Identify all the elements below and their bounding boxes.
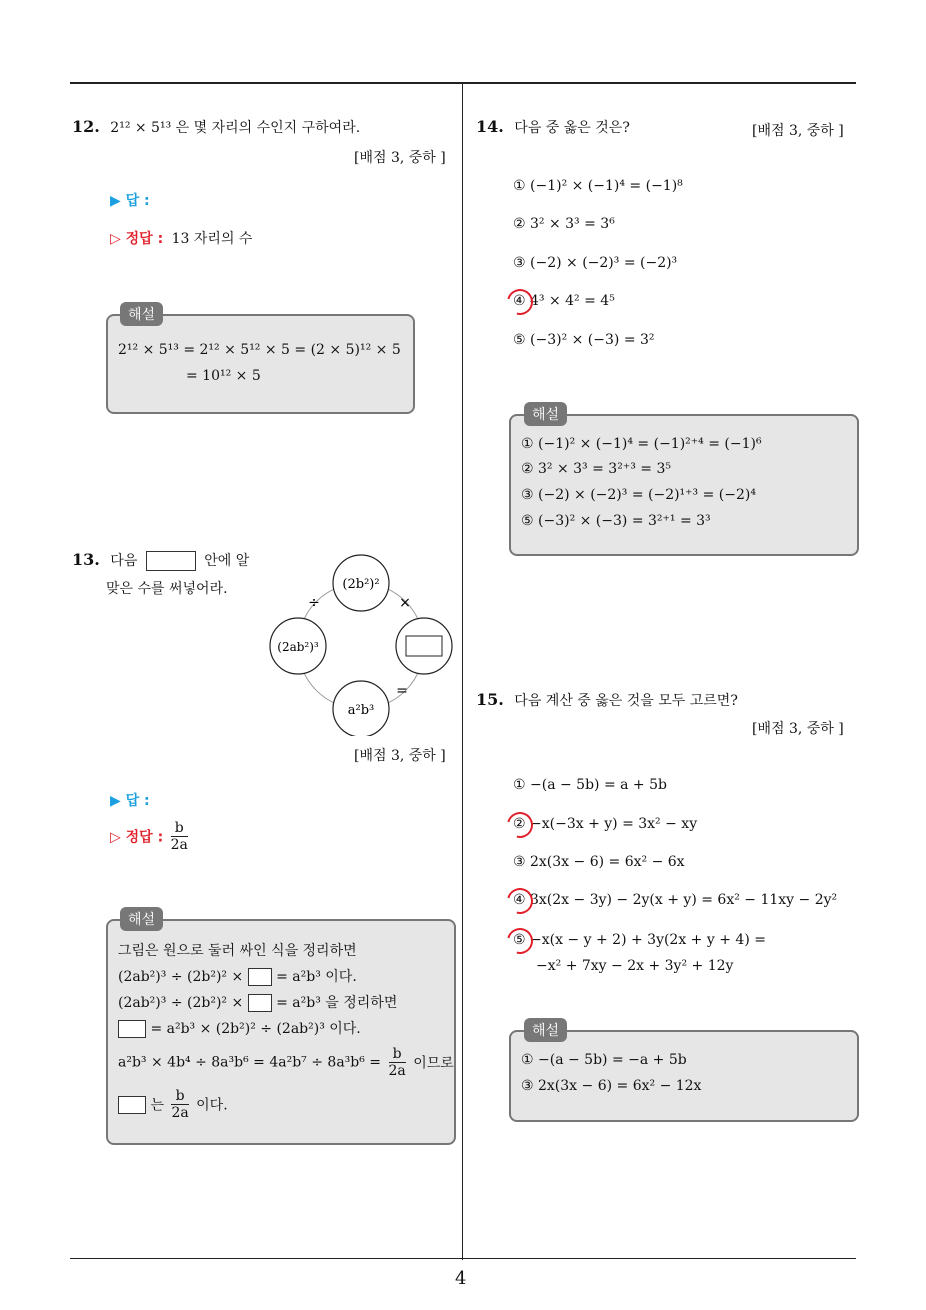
q13-sol5-a: a²b³ × 4b⁴ ÷ 8a³b⁶ = 4a²b⁷ ÷ 8a³b⁶ =	[118, 1054, 382, 1071]
q13-sol6-den: 2a	[171, 1105, 189, 1121]
q15-number: 15.	[476, 690, 504, 709]
q13-diagram	[268, 552, 456, 736]
q15-question	[476, 690, 738, 710]
q13-sol5-num: b	[389, 1046, 406, 1063]
q13-op-divide: ÷	[308, 595, 320, 611]
q15-text: 다음 계산 중 옳은 것을 모두 고르면?	[514, 693, 738, 709]
q15-sol-line-1: ① −(a − 5b) = −a + 5b	[521, 1052, 687, 1068]
bottom-rule	[70, 1258, 856, 1259]
q12-correct-label: ▷ 정답 :	[110, 231, 164, 247]
q12-correct	[110, 228, 252, 248]
q13-correct-den: 2a	[170, 837, 188, 853]
q13-sol2-a: (2ab²)³ ÷ (2b²)² ×	[118, 969, 244, 985]
q15-solution-tag: 해설	[524, 1018, 567, 1042]
q14-option-4[interactable]: ④ 4³ × 4² = 4⁵	[513, 293, 615, 309]
q14-question	[476, 117, 630, 137]
q12-answer-label: ▶ 답 :	[110, 193, 150, 209]
q12-correct-value: 13 자리의 수	[171, 231, 253, 247]
q12-question	[72, 117, 360, 137]
q15-solution-box	[509, 1030, 859, 1122]
q13-sol-line-5	[118, 1046, 454, 1079]
q13-op-equals: =	[396, 683, 408, 699]
q13-correct-fraction	[171, 820, 188, 853]
q13-meta: [배점 3, 중하 ]	[354, 748, 446, 764]
q13-sol-line-2	[118, 966, 357, 986]
q13-sol4-blank	[118, 1020, 146, 1038]
q12-text: 2¹² × 5¹³ 은 몇 자리의 수인지 구하여라.	[110, 120, 361, 136]
q13-number: 13.	[72, 550, 100, 569]
q13-text-b: 안에 알	[204, 553, 250, 569]
q13-top-expr: (2b²)²	[342, 577, 380, 592]
q15-option-2[interactable]: ② −x(−3x + y) = 3x² − xy	[513, 816, 698, 832]
q15-option-4-mark-icon	[502, 883, 538, 919]
q13-sol5-fraction	[389, 1046, 406, 1079]
q13-sol3-blank	[248, 994, 272, 1012]
q13-left-expr: (2ab²)³	[277, 640, 319, 654]
q13-correct	[110, 820, 191, 853]
q14-option-5[interactable]: ⑤ (−3)² × (−3) = 3²	[513, 332, 655, 348]
q13-sol6-num: b	[171, 1088, 188, 1105]
q15-option-2-mark-icon	[502, 807, 538, 843]
q13-diagram-blank	[406, 636, 442, 656]
q13-sol-line-4	[118, 1018, 361, 1038]
q12-sol-line-2: = 10¹² × 5	[186, 368, 261, 384]
q13-answer-label: ▶ 답 :	[110, 793, 150, 809]
q13-correct-num: b	[171, 820, 188, 837]
q13-sol6-fraction	[171, 1088, 188, 1121]
q14-option-1[interactable]: ① (−1)² × (−1)⁴ = (−1)⁸	[513, 178, 683, 194]
q13-sol-line-3	[118, 992, 397, 1012]
q15-option-5-mark-icon	[502, 923, 538, 959]
q13-sol6-a: 는	[150, 1097, 164, 1114]
q15-option-1[interactable]: ① −(a − 5b) = a + 5b	[513, 777, 667, 793]
q13-bottom-expr: a²b³	[347, 703, 375, 718]
q12-meta: [배점 3, 중하 ]	[354, 150, 446, 166]
q13-sol2-blank	[248, 968, 272, 986]
q14-option-4-mark-icon	[502, 284, 538, 320]
q13-sol5-b: 이므로	[413, 1055, 454, 1072]
q14-option-2[interactable]: ② 3² × 3³ = 3⁶	[513, 216, 615, 232]
q13-sol3-a: (2ab²)³ ÷ (2b²)² ×	[118, 995, 244, 1011]
top-rule	[70, 82, 856, 84]
q13-text-a: 다음	[110, 553, 138, 569]
q13-sol-line-6	[118, 1088, 228, 1121]
q14-sol-line-2: ② 3² × 3³ = 3²⁺³ = 3⁵	[521, 461, 671, 477]
q15-option-5-continued: −x² + 7xy − 2x + 3y² + 12y	[536, 958, 734, 974]
q14-meta: [배점 3, 중하 ]	[752, 123, 844, 139]
q13-text-line2: 맞은 수를 써넣어라.	[106, 581, 228, 597]
q14-number: 14.	[476, 117, 504, 136]
q12-solution-box	[106, 314, 415, 414]
q13-sol-line-1: 그림은 원으로 둘러 싸인 식을 정리하면	[118, 943, 357, 959]
page-number: 4	[455, 1268, 467, 1289]
q12-sol-line-1: 2¹² × 5¹³ = 2¹² × 5¹² × 5 = (2 × 5)¹² × 5	[118, 342, 401, 358]
q15-meta: [배점 3, 중하 ]	[752, 721, 844, 737]
q13-sol2-b: = a²b³ 이다.	[276, 969, 357, 985]
q15-option-3[interactable]: ③ 2x(3x − 6) = 6x² − 6x	[513, 854, 685, 870]
q14-sol-line-1: ① (−1)² × (−1)⁴ = (−1)²⁺⁴ = (−1)⁶	[521, 436, 762, 452]
q15-option-5[interactable]: ⑤ −x(x − y + 2) + 3y(2x + y + 4) =	[513, 932, 766, 948]
q13-solution-tag: 해설	[120, 907, 163, 931]
q14-sol-line-4: ⑤ (−3)² × (−3) = 3²⁺¹ = 3³	[521, 513, 711, 529]
q13-sol6-b: 이다.	[196, 1097, 228, 1114]
q13-sol4-text: = a²b³ × (2b²)² ÷ (2ab²)³ 이다.	[150, 1021, 361, 1037]
column-divider	[462, 84, 463, 1260]
q13-correct-label: ▷ 정답 :	[110, 829, 164, 846]
q14-sol-line-3: ③ (−2) × (−2)³ = (−2)¹⁺³ = (−2)⁴	[521, 487, 756, 503]
q13-sol3-b: = a²b³ 을 정리하면	[276, 995, 398, 1011]
q13-question	[72, 550, 249, 571]
q12-number: 12.	[72, 117, 100, 136]
q13-sol5-den: 2a	[388, 1063, 406, 1079]
q12-solution-tag: 해설	[120, 302, 163, 326]
q14-solution-tag: 해설	[524, 402, 567, 426]
q15-option-4[interactable]: ④ 3x(2x − 3y) − 2y(x + y) = 6x² − 11xy − 2y²	[513, 892, 838, 908]
q14-text: 다음 중 옳은 것은?	[514, 120, 630, 136]
q13-sol6-blank	[118, 1096, 146, 1114]
q14-option-3[interactable]: ③ (−2) × (−2)³ = (−2)³	[513, 255, 678, 271]
q13-op-multiply: ×	[399, 595, 411, 611]
q15-sol-line-2: ③ 2x(3x − 6) = 6x² − 12x	[521, 1078, 702, 1094]
q13-blank-box	[146, 551, 196, 571]
